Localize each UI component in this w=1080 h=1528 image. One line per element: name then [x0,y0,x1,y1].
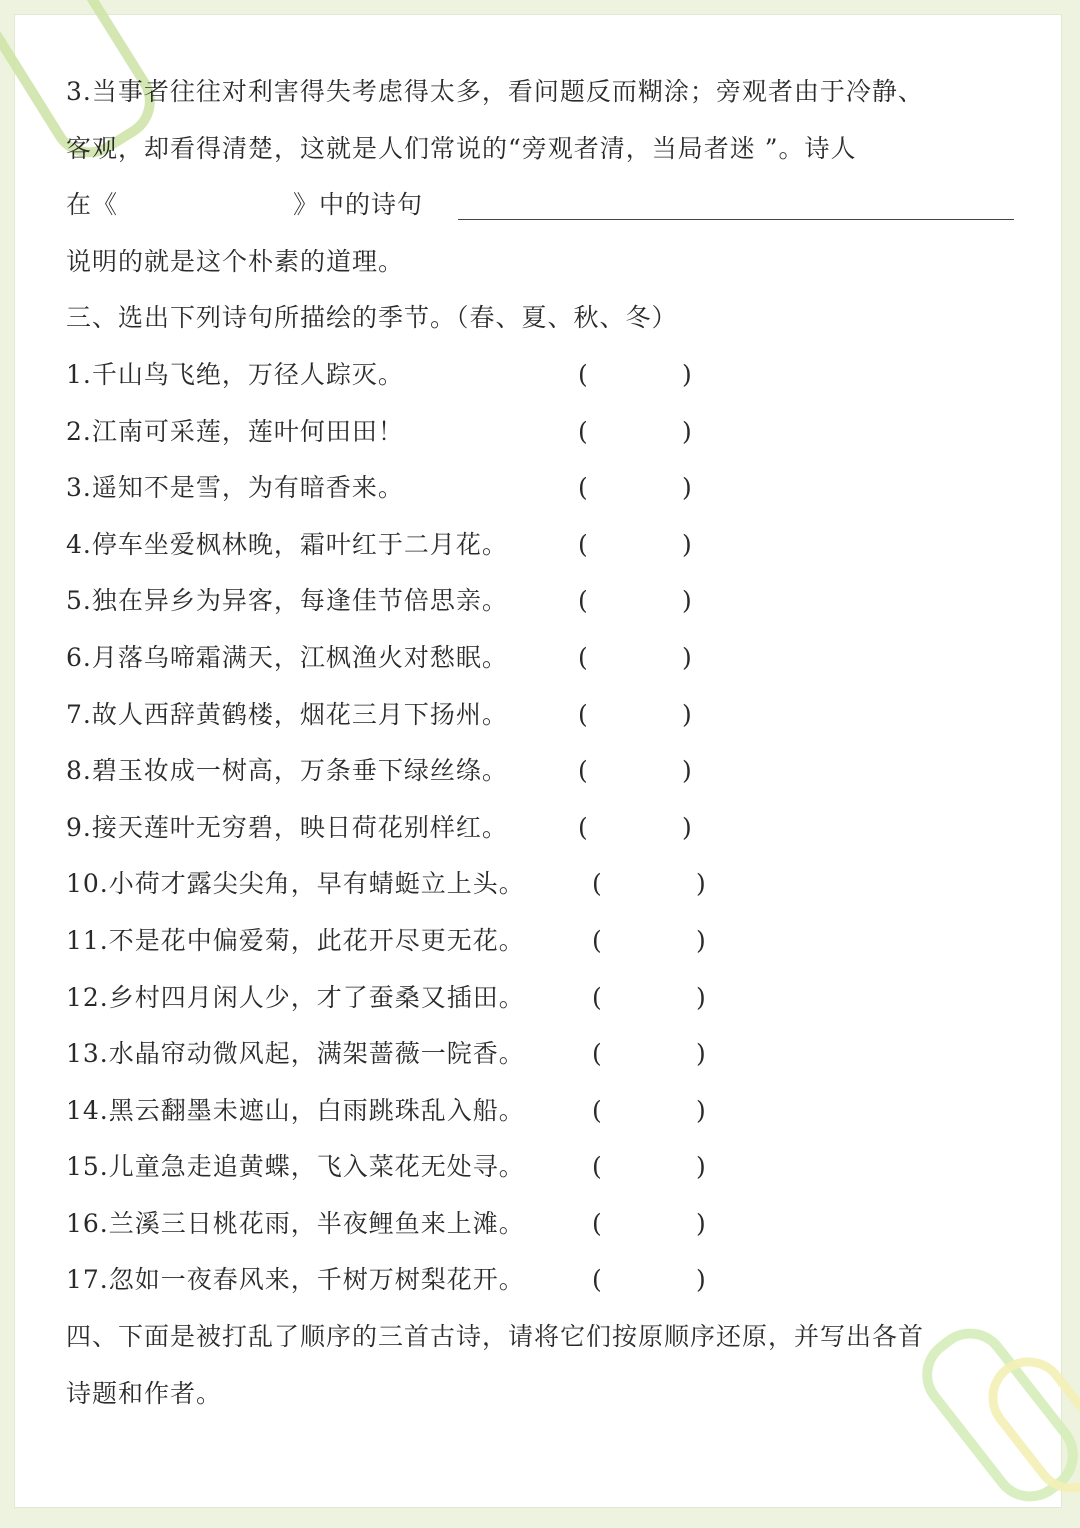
answer-paren-open[interactable]: ( [592,982,603,1012]
answer-paren-open[interactable]: ( [578,699,589,729]
list-item [66,347,1026,404]
section-3-heading: 三、选出下列诗句所描绘的季节。（春、夏、秋、冬） [66,303,678,333]
poem-line-text: 8.碧玉妆成一树高，万条垂下绿丝绦。 [66,756,508,786]
poem-line-text: 4.停车坐爱枫林晚，霜叶红于二月花。 [66,529,508,559]
answer-paren-close: ) [696,869,707,899]
poem-line-text: 6.月落乌啼霜满天，江枫渔火对愁眠。 [66,642,508,672]
answer-paren-close: ) [696,1152,707,1182]
poem-line-text: 14.黑云翻墨未遮山，白雨跳珠乱入船。 [66,1095,525,1125]
list-item [66,630,1026,687]
list-item [66,743,1026,800]
answer-paren-close: ) [696,1039,707,1069]
list-item [66,1139,1026,1196]
list-item [66,970,1026,1027]
answer-paren-open[interactable]: ( [592,1095,603,1125]
list-item [66,856,1026,913]
poem-line-text: 5.独在异乡为异客，每逢佳节倍思亲。 [66,586,508,616]
answer-paren-open[interactable]: ( [578,642,589,672]
answer-paren-open[interactable]: ( [578,359,589,389]
answer-paren-open[interactable]: ( [578,756,589,786]
answer-paren-open[interactable]: ( [592,1039,603,1069]
list-item [66,460,1026,517]
answer-paren-open[interactable]: ( [578,529,589,559]
answer-paren-close: ) [682,756,693,786]
answer-paren-close: ) [682,586,693,616]
answer-paren-close: ) [682,359,693,389]
list-item [66,687,1026,744]
list-item [66,913,1026,970]
answer-paren-close: ) [696,982,707,1012]
list-item [66,404,1026,461]
worksheet-content [66,64,1026,1422]
section-4-line-2: 诗题和作者。 [66,1378,223,1408]
answer-paren-close: ) [696,1095,707,1125]
question-3-mid: 》中的诗句 [293,190,424,220]
poem-line-answer-blank[interactable] [458,219,1014,220]
answer-paren-open[interactable]: ( [578,586,589,616]
poem-line-text: 17.忽如一夜春风来，千树万树梨花开。 [66,1265,525,1295]
question-3-line-4: 说明的就是这个朴素的道理。 [66,246,405,276]
poem-line-text: 11.不是花中偏爱菊，此花开尽更无花。 [66,925,525,955]
list-item [66,800,1026,857]
poem-line-text: 3.遥知不是雪，为有暗香来。 [66,473,404,503]
answer-paren-close: ) [696,925,707,955]
list-item [66,1026,1026,1083]
list-item [66,1252,1026,1309]
poem-line-text: 12.乡村四月闲人少，才了蚕桑又插田。 [66,982,525,1012]
list-item [66,573,1026,630]
poem-line-text: 13.水晶帘动微风起，满架蔷薇一院香。 [66,1039,525,1069]
answer-paren-close: ) [682,416,693,446]
answer-paren-close: ) [682,473,693,503]
poem-line-text: 16.兰溪三日桃花雨，半夜鲤鱼来上滩。 [66,1208,525,1238]
answer-paren-open[interactable]: ( [592,1265,603,1295]
answer-paren-open[interactable]: ( [578,812,589,842]
list-item [66,1196,1026,1253]
answer-paren-open[interactable]: ( [578,416,589,446]
answer-paren-open[interactable]: ( [592,925,603,955]
answer-paren-close: ) [682,529,693,559]
poem-line-text: 10.小荷才露尖尖角，早有蜻蜓立上头。 [66,869,525,899]
poem-line-text: 1.千山鸟飞绝，万径人踪灭。 [66,359,404,389]
answer-paren-close: ) [696,1265,707,1295]
question-3-line-2: 客观，却看得清楚，这就是人们常说的“旁观者清，当局者迷 ”。诗人 [66,133,857,163]
answer-paren-open[interactable]: ( [592,1208,603,1238]
poem-line-text: 9.接天莲叶无穷碧，映日荷花别样红。 [66,812,508,842]
list-item [66,517,1026,574]
answer-paren-open[interactable]: ( [578,473,589,503]
answer-paren-close: ) [696,1208,707,1238]
list-item [66,1083,1026,1140]
section-4-line-1: 四、下面是被打乱了顺序的三首古诗，请将它们按原顺序还原，并写出各首 [66,1322,925,1352]
answer-paren-open[interactable]: ( [592,869,603,899]
season-items-list [66,347,1026,1309]
poem-line-text: 15.儿童急走追黄蝶，飞入菜花无处寻。 [66,1152,525,1182]
question-3-line-3 [66,177,1026,234]
answer-paren-close: ) [682,812,693,842]
answer-paren-close: ) [682,642,693,672]
answer-paren-open[interactable]: ( [592,1152,603,1182]
poem-line-text: 7.故人西辞黄鹤楼，烟花三月下扬州。 [66,699,508,729]
question-3-prefix: 在《 [66,190,119,220]
poem-line-text: 2.江南可采莲，莲叶何田田！ [66,416,404,446]
question-3-line-1: 3.当事者往往对利害得失考虑得太多，看问题反而糊涂；旁观者由于冷静、 [66,77,924,106]
answer-paren-close: ) [682,699,693,729]
